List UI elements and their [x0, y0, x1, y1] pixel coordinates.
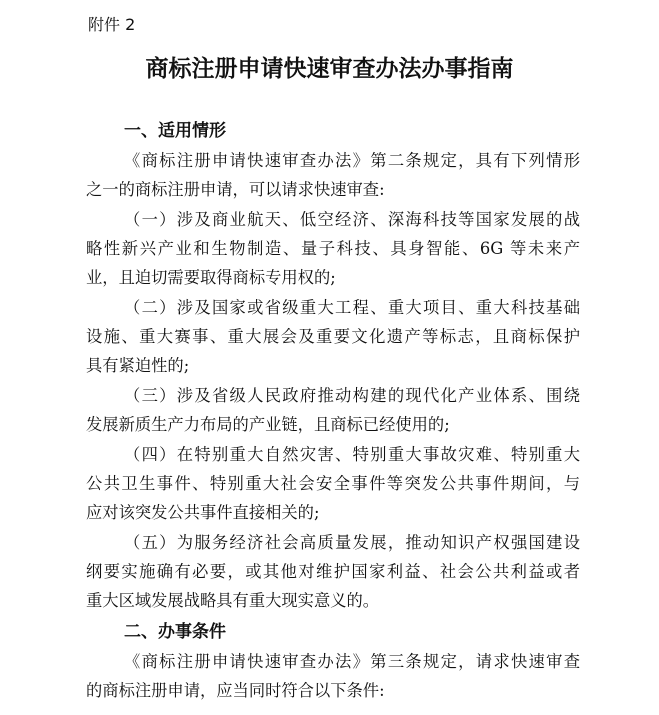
paragraph-line: （五）为服务经济社会高质量发展，推动知识产权强国建设 [124, 533, 580, 552]
section-heading-applicable-cases: 一、适用情形 [124, 121, 226, 141]
paragraph-line: 纲要实施确有必要，或其他对维护国家利益、社会公共利益或者 [86, 562, 580, 581]
attachment-label: 附件 2 [88, 15, 136, 34]
paragraph-line: 的商标注册申请，应当同时符合以下条件: [86, 681, 385, 700]
paragraph-line: （一）涉及商业航天、低空经济、深海科技等国家发展的战 [124, 210, 580, 229]
paragraph-line: 《商标注册申请快速审查办法》第三条规定，请求快速审查 [124, 652, 580, 671]
paragraph-line: 设施、重大赛事、重大展会及重要文化遗产等标志，且商标保护 [86, 327, 580, 346]
paragraph-line: 具有紧迫性的; [86, 356, 190, 375]
paragraph-line: 业，且迫切需要取得商标专用权的; [86, 268, 336, 287]
paragraph-line: 略性新兴产业和生物制造、量子科技、具身智能、6G 等未来产 [86, 239, 580, 258]
section-heading-conditions: 二、办事条件 [124, 622, 226, 642]
paragraph-line: 应对该突发公共事件直接相关的; [86, 503, 320, 522]
paragraph-line: 《商标注册申请快速审查办法》第二条规定，具有下列情形 [124, 151, 580, 170]
paragraph-line: 之一的商标注册申请，可以请求快速审查: [86, 180, 385, 199]
paragraph-line: 公共卫生事件、特别重大社会安全事件等突发公共事件期间，与 [86, 474, 580, 493]
paragraph-line: （四）在特别重大自然灾害、特别重大事故灾难、特别重大 [124, 445, 580, 464]
paragraph-line: 重大区域发展战略具有重大现实意义的。 [86, 591, 380, 610]
paragraph-line: （三）涉及省级人民政府推动构建的现代化产业体系、围绕 [124, 386, 580, 405]
document-title: 商标注册申请快速审查办法办事指南 [145, 56, 514, 82]
paragraph-line: （二）涉及国家或省级重大工程、重大项目、重大科技基础 [124, 298, 580, 317]
paragraph-line: 发展新质生产力布局的产业链，且商标已经使用的; [86, 415, 450, 434]
